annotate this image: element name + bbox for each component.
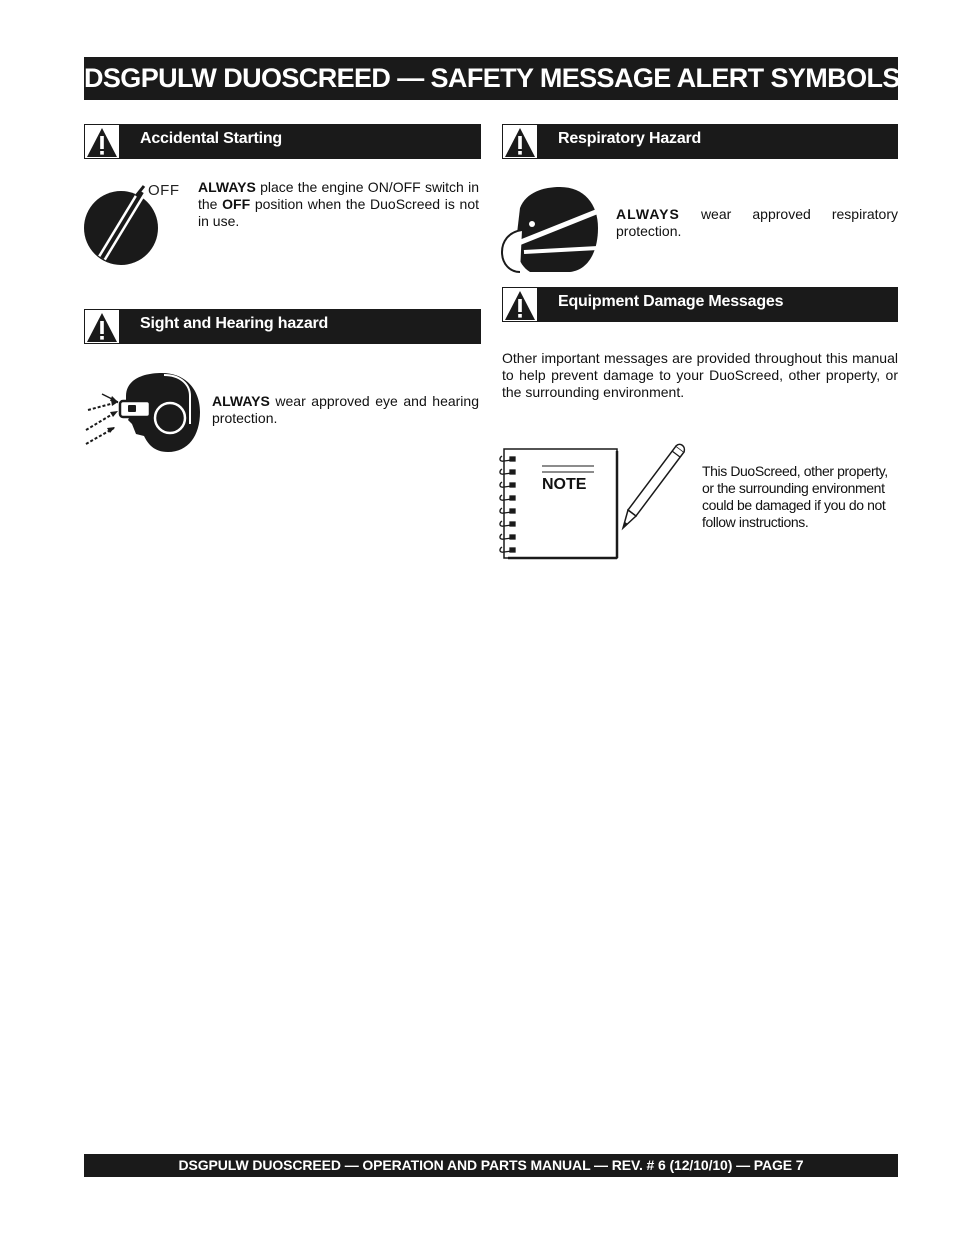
off-label: OFF xyxy=(148,182,180,199)
emphasis: ALWAYS xyxy=(616,206,680,222)
warning-triangle-icon xyxy=(84,309,120,344)
text-part: position when the DuoScreed is not in use. xyxy=(198,196,479,229)
eye-ear-protection-icon xyxy=(84,372,204,456)
section-heading: Equipment Damage Messages xyxy=(558,293,784,310)
equipment-damage-intro: Other important messages are provided throughout this manual to help prevent damage to your DuoScreed, other property, or the surrounding environment. xyxy=(502,350,898,400)
section-header-accidental-starting xyxy=(84,124,481,159)
notebook-icon xyxy=(498,446,622,562)
pencil-icon xyxy=(620,442,688,532)
accidental-starting-text xyxy=(198,179,479,230)
text-part: place the engine ON/OFF switch in the xyxy=(198,179,479,212)
emphasis: ALWAYS xyxy=(212,393,270,409)
note-label: NOTE xyxy=(542,476,587,493)
emphasis: OFF xyxy=(222,196,251,212)
section-heading: Accidental Starting xyxy=(140,130,283,147)
respirator-icon xyxy=(500,186,604,274)
text-part: wear approved eye and hearing protection. xyxy=(212,393,479,426)
warning-triangle-icon xyxy=(502,287,538,322)
text-part: wear approved respiratory protection. xyxy=(616,206,898,239)
section-header-equipment-damage xyxy=(502,287,898,322)
page-footer: DSGPULW DUOSCREED — OPERATION AND PARTS MANUAL — REV. # 6 (12/10/10) — PAGE 7 xyxy=(84,1154,898,1177)
note-text: This DuoScreed, other property, or the surrounding environment could be damaged if you do not follow instructions. xyxy=(702,463,888,530)
section-heading: Sight and Hearing hazard xyxy=(140,315,329,332)
warning-triangle-icon xyxy=(84,124,120,159)
warning-triangle-icon xyxy=(502,124,538,159)
sight-hearing-text xyxy=(212,393,479,427)
section-header-sight-hearing xyxy=(84,309,481,344)
page-title: DSGPULW DUOSCREED — SAFETY MESSAGE ALERT SYMBOLS xyxy=(84,57,898,100)
section-header-respiratory xyxy=(502,124,898,159)
section-heading: Respiratory Hazard xyxy=(558,130,702,147)
respiratory-text xyxy=(616,206,898,240)
emphasis: ALWAYS xyxy=(198,179,256,195)
